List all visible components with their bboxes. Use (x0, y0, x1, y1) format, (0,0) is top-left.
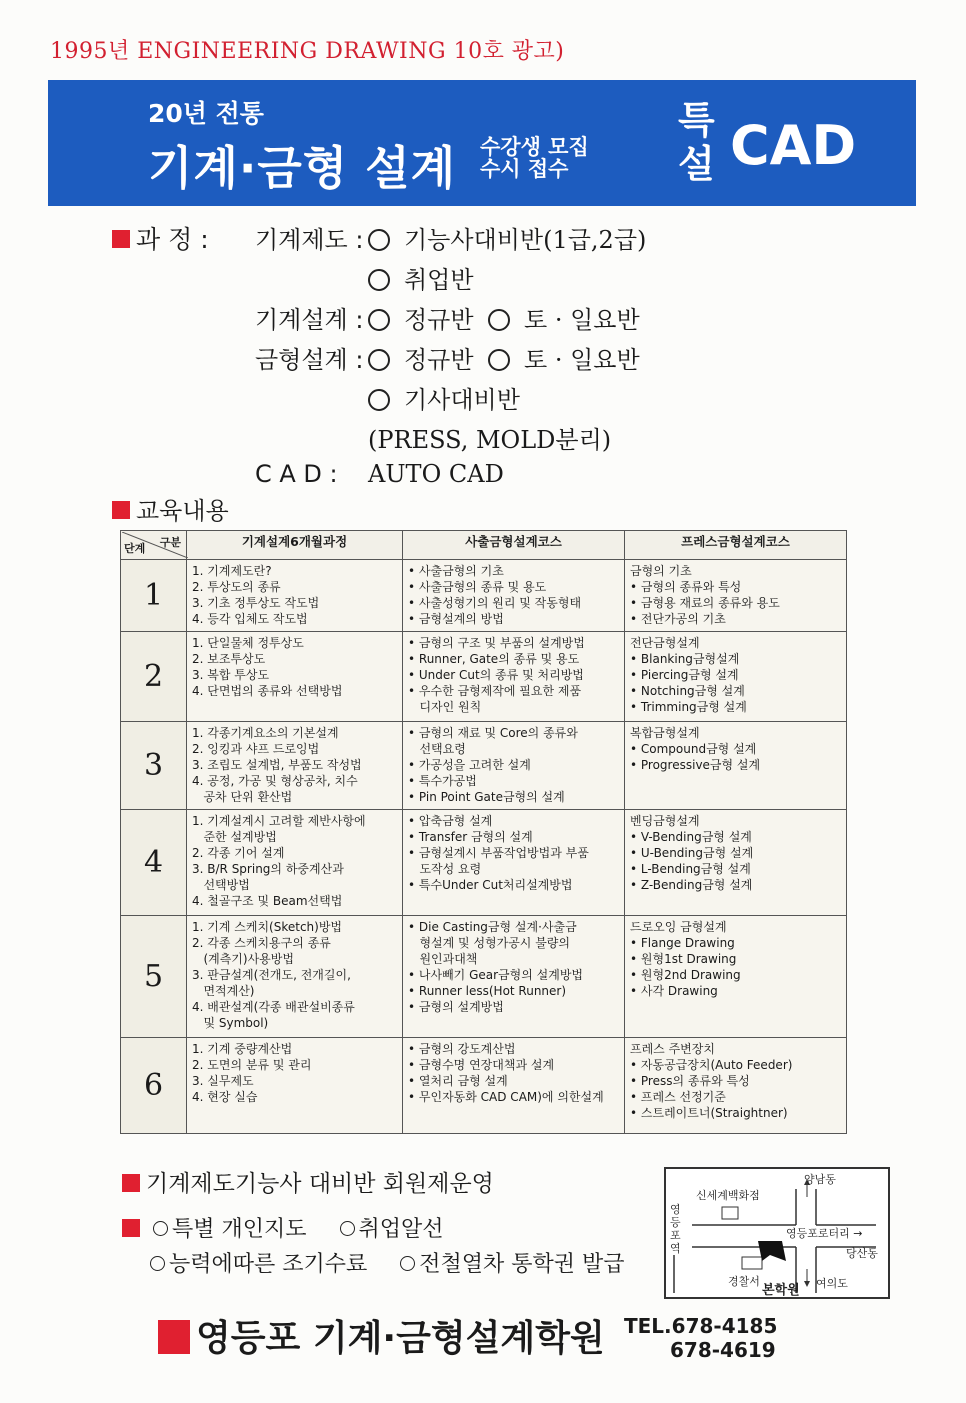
curriculum-item: • Compound금형 설계 (630, 742, 757, 756)
education-heading: 교육내용 (112, 491, 229, 526)
curriculum-item: 3. 실무제도 (192, 1074, 254, 1088)
curriculum-item: 1. 기계제도란? (192, 564, 272, 578)
curriculum-item: • 나사빼기 Gear금형의 설계방법 (408, 968, 584, 982)
curriculum-item: 4. 단면법의 종류와 선택방법 (192, 684, 343, 698)
curriculum-cell-c2 (403, 1038, 625, 1134)
column-header-injection-mold: 사출금형설계코스 (403, 531, 625, 560)
curriculum-item: 선택요령 (408, 742, 466, 756)
circle-icon (150, 1256, 165, 1271)
curriculum-cell-c1 (187, 722, 403, 810)
curriculum-cell-c1 (187, 810, 403, 916)
curriculum-cell-c3 (625, 1038, 847, 1134)
table-row (121, 916, 847, 1038)
stage-number: 4 (121, 810, 187, 916)
curriculum-item: • Trimming금형 설계 (630, 700, 747, 714)
benefits-line-1 (122, 1212, 470, 1243)
curriculum-cell-c2 (403, 632, 625, 722)
curriculum-item: 원인과대책 (408, 952, 478, 966)
curriculum-item: 3. B/R Spring의 하중계산과 (192, 862, 344, 876)
drafting-option-2: 취업반 (368, 260, 474, 295)
banner-tradition: 20년 전통 (148, 99, 264, 128)
special-char1: 특 (678, 98, 715, 142)
mold-option-1: 정규반 (368, 340, 474, 375)
curriculum-item: 복합금형설계 (630, 726, 700, 740)
curriculum-item: • 금형의 강도계산법 (408, 1042, 516, 1056)
curriculum-item: • 금형의 설계방법 (408, 1000, 504, 1014)
curriculum-cell-c2 (403, 810, 625, 916)
curriculum-item: • V-Bending금형 설계 (630, 830, 752, 844)
curriculum-item: 면적계산) (192, 984, 255, 998)
circle-icon (153, 1221, 168, 1236)
curriculum-item: 2. 각종 기어 설계 (192, 846, 285, 860)
curriculum-item: (계측기)사용방법 (192, 952, 294, 966)
curriculum-item: 2. 도면의 분류 및 관리 (192, 1058, 312, 1072)
curriculum-item: 4. 배관설계(각종 배관설비종류 (192, 1000, 355, 1014)
banner-cad: CAD (730, 114, 857, 177)
map-label-station: 영등포역 (670, 1203, 681, 1255)
courses-heading: 과 정 : (112, 220, 209, 256)
stage-number: 1 (121, 560, 187, 632)
map-label-academy: 본학원 (762, 1283, 800, 1298)
curriculum-item: 4. 현장 실습 (192, 1090, 258, 1104)
curriculum-item: 전단금형설계 (630, 636, 700, 650)
curriculum-item: 및 Symbol) (192, 1016, 269, 1030)
stage-number: 6 (121, 1038, 187, 1134)
red-square-icon (158, 1320, 190, 1354)
map-label-dangsan: 당산동 (846, 1247, 878, 1260)
curriculum-item: 준한 설계방법 (192, 830, 277, 844)
design-option-1: 정규반 (368, 300, 474, 335)
curriculum-item: • 사각 Drawing (630, 984, 718, 998)
column-header-press-mold: 프레스금형설계코스 (625, 531, 847, 560)
curriculum-item: • Under Cut의 종류 및 처리방법 (408, 668, 584, 682)
curriculum-cell-c2 (403, 560, 625, 632)
circle-icon (368, 389, 390, 411)
benefit-early-completion: 능력에따른 조기수료 (150, 1247, 367, 1278)
design-label: 기계설계 : (255, 306, 364, 334)
curriculum-item: 1. 각종기계요소의 기본설계 (192, 726, 339, 740)
curriculum-item: • 우수한 금형제작에 필요한 제품 (408, 684, 582, 698)
map-label-police: 경찰서 (728, 1275, 760, 1288)
curriculum-item: • Runner, Gate의 종류 및 용도 (408, 652, 580, 666)
table-row (121, 722, 847, 810)
curriculum-item: • Die Casting금형 설계·사출금 (408, 920, 577, 934)
map-label-yeouido: 여의도 (816, 1277, 848, 1290)
curriculum-item: • 금형용 재료의 종류와 용도 (630, 596, 780, 610)
curriculum-item: • 사출금형의 종류 및 용도 (408, 580, 547, 594)
curriculum-item: • 특수Under Cut처리설계방법 (408, 878, 573, 892)
membership-note: 기계제도기능사 대비반 회원제운영 (122, 1165, 494, 1198)
academy-name: 영등포 기계·금형설계학원 (158, 1310, 605, 1361)
mold-option-2: 토 · 일요반 (488, 340, 640, 375)
location-map (664, 1167, 890, 1299)
table-row (121, 560, 847, 632)
curriculum-item: 드로오잉 금형설계 (630, 920, 727, 934)
stage-number: 3 (121, 722, 187, 810)
phone-2: 678-4619 (670, 1338, 776, 1362)
map-label-yangnam: 양남동 (804, 1173, 836, 1186)
curriculum-cell-c2 (403, 722, 625, 810)
curriculum-cell-c2 (403, 916, 625, 1038)
banner-title: 기계·금형 설계 (148, 141, 457, 195)
curriculum-item: • 원형1st Drawing (630, 952, 737, 966)
recruit-line2: 수시 접수 (480, 157, 569, 181)
table-corner-cell (121, 531, 187, 560)
curriculum-item: 선택방법 (192, 878, 250, 892)
table-row (121, 810, 847, 916)
curriculum-table (120, 530, 847, 1134)
map-label-dept-store: 신세계백화점 (696, 1189, 760, 1202)
curriculum-item: • Flange Drawing (630, 936, 735, 950)
circle-icon (368, 349, 390, 371)
curriculum-item: 1. 단일물체 정투상도 (192, 636, 304, 650)
curriculum-item: • 전단가공의 기초 (630, 612, 726, 626)
benefits-line-2 (150, 1247, 651, 1278)
curriculum-item: 1. 기계 스케치(Sketch)방법 (192, 920, 343, 934)
curriculum-item: 2. 잉킹과 샤프 드로잉법 (192, 742, 320, 756)
curriculum-item: • 금형의 구조 및 부품의 설계방법 (408, 636, 585, 650)
benefit-commuter-pass: 전철열차 통학권 발급 (400, 1247, 624, 1278)
curriculum-cell-c1 (187, 916, 403, 1038)
curriculum-item: • Piercing금형 설계 (630, 668, 739, 682)
circle-icon (368, 309, 390, 331)
corner-label-category: 구분 (159, 536, 181, 549)
curriculum-item: • 가공성을 고려한 설계 (408, 758, 531, 772)
curriculum-item: 금형의 기초 (630, 564, 692, 578)
banner-recruit (480, 136, 589, 180)
mold-label: 금형설계 : (255, 346, 364, 374)
curriculum-item: • 무인자동화 CAD CAM)에 의한설계 (408, 1090, 604, 1104)
curriculum-item: 2. 투상도의 종류 (192, 580, 281, 594)
circle-icon (488, 309, 510, 331)
recruit-line1: 수강생 모집 (480, 135, 589, 159)
curriculum-item: • 자동공급장치(Auto Feeder) (630, 1058, 793, 1072)
table-header-row (121, 531, 847, 560)
special-char2: 설 (678, 142, 715, 186)
curriculum-item: 1. 기계 중량계산법 (192, 1042, 293, 1056)
curriculum-item: • 스트레이트너(Straightner) (630, 1106, 788, 1120)
mold-note: (PRESS, MOLD분리) (368, 426, 612, 454)
curriculum-item: 2. 보조투상도 (192, 652, 266, 666)
cad-label: C A D : (255, 460, 338, 488)
curriculum-item: 벤딩금형설계 (630, 814, 700, 828)
ad-source-note: 1995년 ENGINEERING DRAWING 10호 광고) (50, 39, 565, 64)
circle-icon (400, 1256, 415, 1271)
table-row (121, 1038, 847, 1134)
curriculum-item: • 금형설계의 방법 (408, 612, 504, 626)
header-banner (48, 80, 916, 206)
curriculum-item: • 금형의 종류와 특성 (630, 580, 742, 594)
curriculum-cell-c3 (625, 560, 847, 632)
curriculum-item: • 특수가공법 (408, 774, 477, 788)
curriculum-item: • U-Bending금형 설계 (630, 846, 754, 860)
red-square-icon (112, 230, 130, 248)
curriculum-item: 형설계 및 성형가공시 불량의 (408, 936, 570, 950)
curriculum-item: 3. 조립도 설계법, 부품도 작성법 (192, 758, 362, 772)
benefit-private-tutoring: 특별 개인지도 (153, 1212, 307, 1243)
curriculum-item: • 사출성형기의 원리 및 작동형태 (408, 596, 582, 610)
curriculum-item: • 금형수명 연장대책과 설계 (408, 1058, 555, 1072)
column-header-machine-design: 기계설계6개월과정 (187, 531, 403, 560)
phone-numbers (624, 1314, 777, 1362)
curriculum-item: • 원형2nd Drawing (630, 968, 741, 982)
curriculum-item: • 사출금형의 기초 (408, 564, 504, 578)
curriculum-item: • 프레스 선정기준 (630, 1090, 726, 1104)
curriculum-cell-c3 (625, 632, 847, 722)
circle-icon (488, 349, 510, 371)
curriculum-item: 디자인 원칙 (408, 700, 482, 714)
curriculum-item: • 열처리 금형 설계 (408, 1074, 508, 1088)
curriculum-item: • Blanking금형설계 (630, 652, 740, 666)
curriculum-item: • Runner less(Hot Runner) (408, 984, 567, 998)
design-option-2: 토 · 일요반 (488, 300, 640, 335)
curriculum-item: 3. 판금설계(전개도, 전개길이, (192, 968, 351, 982)
curriculum-item: • Press의 종류와 특성 (630, 1074, 750, 1088)
table-row (121, 632, 847, 722)
red-square-icon (112, 501, 130, 519)
curriculum-item: • 금형설계시 부품작업방법과 부품 (408, 846, 589, 860)
curriculum-cell-c3 (625, 810, 847, 916)
drafting-option-1: 기능사대비반(1급,2급) (368, 220, 646, 255)
curriculum-item: 프레스 주변장치 (630, 1042, 715, 1056)
curriculum-item: 3. 복합 투상도 (192, 668, 270, 682)
cad-value: AUTO CAD (368, 460, 504, 488)
banner-special (678, 98, 715, 186)
curriculum-item: • 압축금형 설계 (408, 814, 493, 828)
curriculum-cell-c1 (187, 632, 403, 722)
stage-number: 2 (121, 632, 187, 722)
curriculum-item: 도작성 요령 (408, 862, 482, 876)
curriculum-cell-c1 (187, 560, 403, 632)
curriculum-cell-c1 (187, 1038, 403, 1134)
mold-option-3: 기사대비반 (368, 380, 520, 415)
curriculum-item: • Transfer 금형의 설계 (408, 830, 533, 844)
curriculum-item: 2. 각종 스케치용구의 종류 (192, 936, 331, 950)
map-label-rotary: 영등포로터리 → (786, 1227, 863, 1240)
stage-number: 5 (121, 916, 187, 1038)
phone-1: TEL.678-4185 (624, 1314, 778, 1338)
circle-icon (368, 269, 390, 291)
curriculum-item: • Progressive금형 설계 (630, 758, 761, 772)
drafting-label: 기계제도 : (255, 226, 364, 254)
corner-label-stage: 단계 (124, 542, 146, 555)
curriculum-item: 1. 기계설계시 고려할 제반사항에 (192, 814, 366, 828)
curriculum-item: • L-Bending금형 설계 (630, 862, 751, 876)
curriculum-cell-c3 (625, 722, 847, 810)
curriculum-item: 공차 단위 환산법 (192, 790, 293, 804)
curriculum-item: • Pin Point Gate금형의 설계 (408, 790, 565, 804)
circle-icon (368, 229, 390, 251)
curriculum-item: • Notching금형 설계 (630, 684, 745, 698)
red-square-icon (122, 1174, 140, 1192)
curriculum-item: 4. 철골구조 및 Beam선택법 (192, 894, 343, 908)
red-square-icon (122, 1219, 140, 1237)
curriculum-item: 4. 공정, 가공 및 형상공차, 치수 (192, 774, 358, 788)
curriculum-item: • Z-Bending금형 설계 (630, 878, 753, 892)
curriculum-item: • 금형의 재료 및 Core의 종류와 (408, 726, 578, 740)
benefit-job-placement: 취업알선 (340, 1212, 444, 1243)
curriculum-cell-c3 (625, 916, 847, 1038)
curriculum-item: 4. 등각 입체도 작도법 (192, 612, 308, 626)
curriculum-item: 3. 기초 정투상도 작도법 (192, 596, 320, 610)
circle-icon (340, 1221, 355, 1236)
